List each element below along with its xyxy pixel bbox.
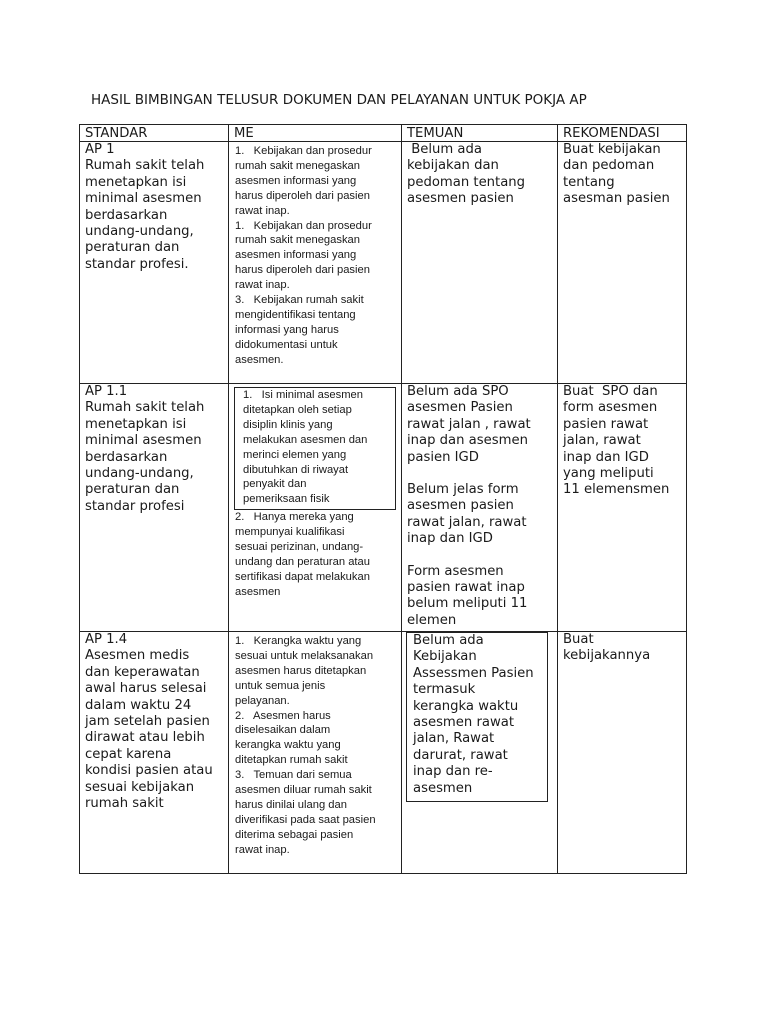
- text-line: 1. Kerangka waktu yang: [235, 635, 362, 647]
- text-line: jalan, Rawat: [413, 731, 495, 747]
- text-line: rumah sakit: [85, 796, 164, 812]
- text-line: form asesmen: [563, 400, 658, 416]
- text-line: rawat inap.: [235, 204, 290, 217]
- table-row: [80, 142, 687, 384]
- text-line: 11 elemensmen: [563, 482, 670, 498]
- text-line: disiplin klinis yang: [243, 418, 333, 431]
- text-line: Rumah sakit telah: [85, 158, 205, 174]
- text-line: asesman pasien: [563, 191, 670, 207]
- text-line: inap dan IGD: [407, 531, 493, 547]
- text-line: kebijakannya: [563, 648, 651, 664]
- text-line: dirawat atau lebih: [85, 730, 205, 746]
- text-line: Belum jelas form: [407, 482, 519, 498]
- header-rekomendasi: REKOMENDASI: [558, 125, 687, 142]
- text-line: asesmen.: [235, 353, 284, 366]
- text-line: 2. Asesmen harus: [235, 709, 331, 722]
- text-line: asesmen pasien: [407, 498, 514, 514]
- text-line: sesuai perizinan, undang-: [235, 541, 364, 554]
- text-line: AP 1.4: [85, 632, 128, 647]
- text-line: asesmen: [235, 585, 281, 598]
- text-line: untuk semua jenis: [235, 679, 326, 692]
- rekomendasi-cell: [558, 632, 687, 874]
- me-cell: [229, 142, 402, 384]
- text-line: menetapkan isi: [85, 174, 187, 190]
- text-line: inap dan asesmen: [407, 433, 528, 449]
- text-line: peraturan dan: [85, 482, 180, 498]
- text-line: mengidentifikasi tentang: [235, 308, 356, 321]
- text-line: sesuai kebijakan: [85, 779, 195, 795]
- text-line: rawat jalan , rawat: [407, 416, 531, 432]
- header-me: ME: [229, 125, 402, 142]
- text-line: standar profesi: [85, 498, 185, 514]
- text-line: 1. Kebijakan dan prosedur: [235, 145, 372, 157]
- text-line: minimal asesmen: [85, 191, 202, 207]
- text-line: asesmen rawat: [413, 715, 514, 731]
- text-line: termasuk: [413, 682, 476, 698]
- text-line: Belum ada: [407, 142, 482, 157]
- temuan-block: [407, 384, 552, 466]
- text-line: darurat, rawat: [413, 747, 508, 763]
- assessment-table: [79, 124, 687, 874]
- text-line: pasien rawat: [563, 416, 649, 432]
- text-line: rawat jalan, rawat: [407, 514, 527, 530]
- text-line: informasi yang harus: [235, 323, 339, 336]
- text-line: undang-undang,: [85, 466, 194, 482]
- table-row: [80, 632, 687, 874]
- standar-cell: [80, 142, 229, 384]
- text-line: pedoman tentang: [407, 174, 526, 190]
- text-line: penyakit dan: [243, 478, 307, 491]
- text-line: asesmen diluar rumah sakit: [235, 784, 372, 797]
- text-line: elemen: [407, 612, 457, 628]
- text-line: Buat: [563, 632, 594, 647]
- text-line: ditetapkan rumah sakit: [235, 754, 348, 767]
- text-line: merinci elemen yang: [243, 448, 347, 461]
- text-line: berdasarkan: [85, 449, 168, 465]
- text-line: asesmen harus ditetapkan: [235, 664, 367, 677]
- temuan-block: [407, 564, 552, 630]
- text-line: mempunyai kualifikasi: [235, 526, 345, 539]
- text-line: cepat karena: [85, 746, 172, 762]
- me-boxed-note: [234, 387, 396, 510]
- text-line: kerangka waktu yang: [235, 739, 341, 752]
- text-line: dalam waktu 24: [85, 697, 192, 713]
- text-line: pasien rawat inap: [407, 580, 525, 596]
- rekomendasi-cell: [558, 142, 687, 384]
- temuan-boxed-note: [406, 632, 548, 802]
- text-line: pemeriksaan fisik: [243, 493, 330, 506]
- text-line: undang dan peraturan atau: [235, 555, 370, 568]
- text-line: asesmen informasi yang: [235, 249, 357, 262]
- text-line: asesmen: [413, 780, 473, 796]
- text-line: standar profesi.: [85, 256, 189, 272]
- text-line: tentang: [563, 174, 615, 190]
- text-line: asesmen informasi yang: [235, 174, 357, 187]
- temuan-cell: [402, 384, 558, 632]
- text-line: rumah sakit menegaskan: [235, 159, 360, 172]
- text-line: asesmen pasien: [407, 191, 514, 207]
- temuan-cell: [402, 142, 558, 384]
- text-line: harus dinilai ulang dan: [235, 798, 347, 811]
- text-line: peraturan dan: [85, 240, 180, 256]
- text-line: kerangka waktu: [413, 698, 519, 714]
- text-line: dan keperawatan: [85, 664, 200, 680]
- text-line: sesuai untuk melaksanakan: [235, 649, 374, 662]
- text-line: belum meliputi 11: [407, 596, 528, 612]
- text-line: Form asesmen: [407, 563, 504, 579]
- text-line: rumah sakit menegaskan: [235, 234, 360, 247]
- text-line: Buat SPO dan: [563, 384, 658, 399]
- text-line: asesmen Pasien: [407, 400, 513, 416]
- text-line: jalan, rawat: [563, 433, 641, 449]
- text-line: berdasarkan: [85, 207, 168, 223]
- table-header-row: [80, 125, 687, 142]
- text-line: ditetapkan oleh setiap: [243, 403, 352, 416]
- text-line: 3. Temuan dari semua: [235, 769, 352, 782]
- text-line: Belum ada: [413, 633, 484, 648]
- text-line: minimal asesmen: [85, 433, 202, 449]
- text-line: pasien IGD: [407, 449, 479, 465]
- text-line: 1. Isi minimal asesmen: [243, 389, 363, 401]
- text-line: 3. Kebijakan rumah sakit: [235, 294, 364, 307]
- page-title: HASIL BIMBINGAN TELUSUR DOKUMEN DAN PELAYANAN UNTUK POKJA AP: [91, 92, 587, 108]
- text-line: dan pedoman: [563, 158, 655, 174]
- text-line: AP 1: [85, 142, 115, 157]
- text-line: diverifikasi pada saat pasien: [235, 813, 376, 826]
- text-line: AP 1.1: [85, 384, 128, 399]
- text-line: didokumentasi untuk: [235, 338, 338, 351]
- text-line: 2. Hanya mereka yang: [235, 511, 354, 524]
- text-line: menetapkan isi: [85, 416, 187, 432]
- me-text: [232, 510, 396, 599]
- text-line: kondisi pasien atau: [85, 763, 213, 779]
- header-standar: STANDAR: [80, 125, 229, 142]
- header-temuan: TEMUAN: [402, 125, 558, 142]
- standar-cell: [80, 632, 229, 874]
- text-line: sertifikasi dapat melakukan: [235, 570, 370, 583]
- temuan-block: [407, 482, 552, 548]
- text-line: inap dan re-: [413, 764, 493, 780]
- text-line: Buat kebijakan: [563, 142, 661, 157]
- text-line: rawat inap.: [235, 279, 290, 292]
- text-line: Kebijakan: [413, 649, 477, 665]
- text-line: inap dan IGD: [563, 449, 649, 465]
- me-cell: [229, 632, 402, 874]
- text-line: Assessmen Pasien: [413, 665, 534, 681]
- text-line: 1. Kebijakan dan prosedur: [235, 219, 372, 232]
- temuan-cell: [402, 632, 558, 874]
- text-line: melakukan asesmen dan: [243, 433, 368, 446]
- text-line: kebijakan dan: [407, 158, 499, 174]
- text-line: harus diperoleh dari pasien: [235, 264, 370, 277]
- text-line: Asesmen medis: [85, 648, 190, 664]
- text-line: diselesaikan dalam: [235, 724, 331, 737]
- text-line: undang-undang,: [85, 224, 194, 240]
- text-line: harus diperoleh dari pasien: [235, 189, 370, 202]
- text-line: pelayanan.: [235, 694, 290, 707]
- table-row: [80, 384, 687, 632]
- text-line: yang meliputi: [563, 466, 654, 482]
- standar-cell: [80, 384, 229, 632]
- text-line: diterima sebagai pasien: [235, 828, 354, 841]
- text-line: Belum ada SPO: [407, 384, 509, 399]
- text-line: rawat inap.: [235, 843, 290, 856]
- text-line: awal harus selesai: [85, 681, 207, 697]
- text-line: Rumah sakit telah: [85, 400, 205, 416]
- text-line: dibutuhkan di riwayat: [243, 463, 349, 476]
- text-line: jam setelah pasien: [85, 714, 210, 730]
- rekomendasi-cell: [558, 384, 687, 632]
- me-cell: [229, 384, 402, 632]
